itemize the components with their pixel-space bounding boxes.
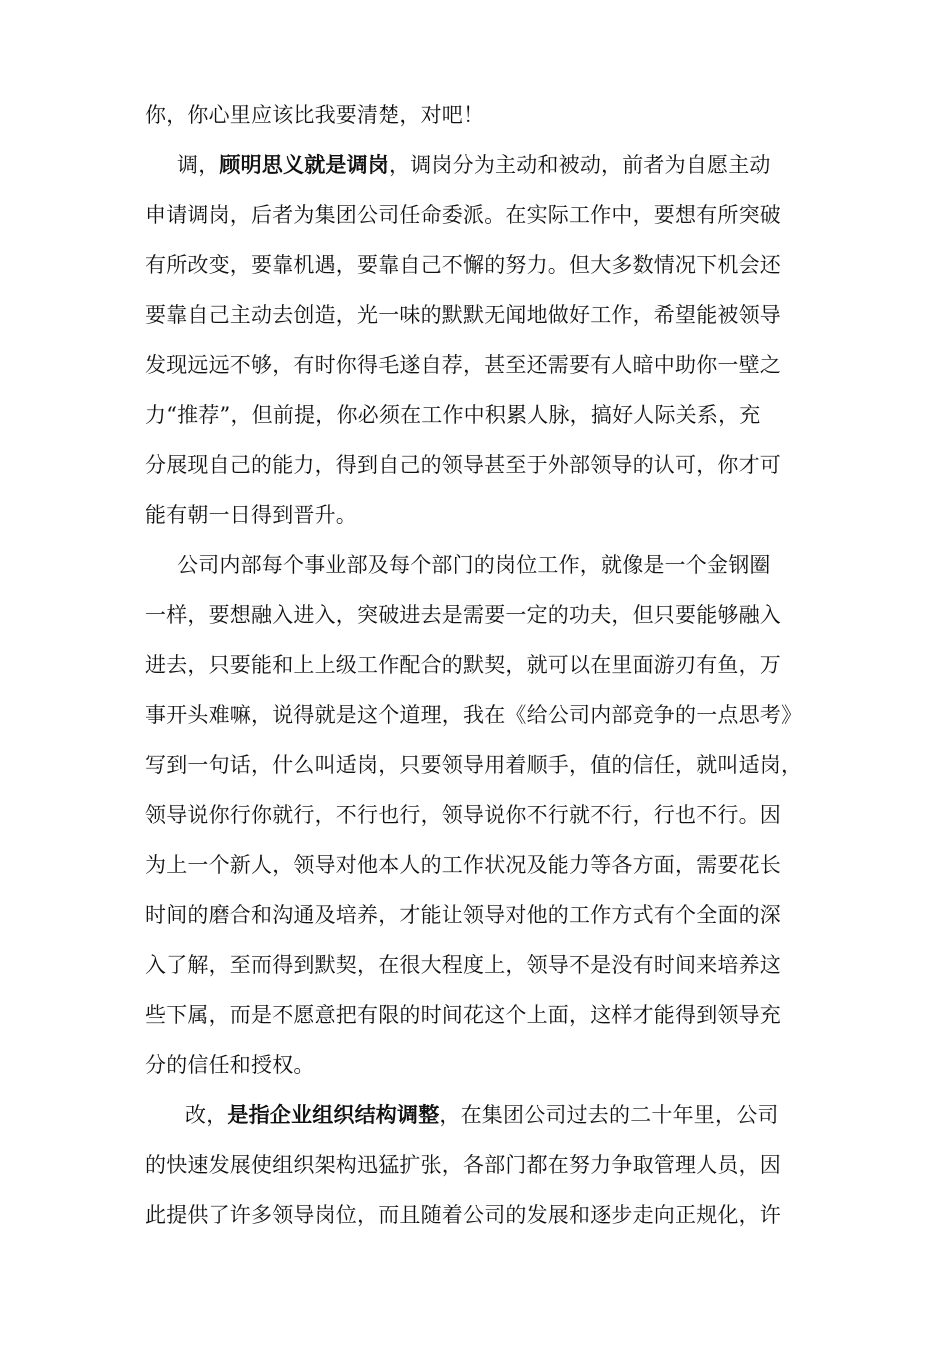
bold-phrase: 顾明思义就是调岗 (219, 152, 390, 177)
text-line: 些下属，而是不愿意把有限的时间花这个上面，这样才能得到领导充 (145, 1003, 781, 1027)
paragraph-first-line (145, 1090, 810, 1140)
paragraph-gai (145, 1090, 810, 1240)
paragraph-continuation (145, 90, 810, 140)
paragraph-tiao (145, 140, 810, 540)
text-line: 能有朝一日得到晋升。 (145, 503, 357, 527)
text-line: 进去，只要能和上上级工作配合的默契，就可以在里面游刃有鱼，万 (145, 653, 781, 677)
text-line: 发现远远不够，有时你得毛遂自荐，甚至还需要有人暗中助你一壁之 (145, 353, 781, 377)
first-line-rest: ，在集团公司过去的二十年里，公司 (439, 1103, 779, 1127)
text-line: 领导说你行你就行，不行也行，领导说你不行就不行，行也不行。因 (145, 803, 781, 827)
text-line: 要靠自己主动去创造，光一味的默默无闻地做好工作，希望能被领导 (145, 303, 781, 327)
text-line: 为上一个新人，领导对他本人的工作状况及能力等各方面，需要花长 (145, 853, 781, 877)
first-line-rest: ，调岗分为主动和被动，前者为自愿主动 (389, 153, 771, 177)
paragraph-lead: 改， (185, 1103, 228, 1127)
text-line: 此提供了许多领导岗位，而且随着公司的发展和逐步走向正规化，许 (145, 1203, 781, 1227)
paragraph-company (145, 540, 810, 1090)
text-line: 你，你心里应该比我要清楚，对吧！ (145, 103, 485, 127)
text-line: 申请调岗，后者为集团公司任命委派。在实际工作中，要想有所突破 (145, 203, 781, 227)
text-line: 事开头难嘛，说得就是这个道理，我在《给公司内部竞争的一点思考》 (145, 703, 803, 727)
bold-phrase: 是指企业组织结构调整 (227, 1102, 440, 1127)
text-line: 入了解，至而得到默契，在很大程度上，领导不是没有时间来培养这 (145, 953, 781, 977)
paragraph-first-line (145, 140, 810, 190)
text-line: 有所改变，要靠机遇，要靠自己不懈的努力。但大多数情况下机会还 (145, 253, 781, 277)
paragraph-first-line: 公司内部每个事业部及每个部门的岗位工作，就像是一个金钢圈 (177, 553, 771, 577)
text-line: 力“推荐”，但前提，你必须在工作中积累人脉，搞好人际关系，充 (145, 403, 761, 427)
text-line: 的快速发展使组织架构迅猛扩张，各部门都在努力争取管理人员，因 (145, 1153, 781, 1177)
text-line: 一样，要想融入进入，突破进去是需要一定的功夫，但只要能够融入 (145, 603, 781, 627)
text-line: 写到一句话，什么叫适岗，只要领导用着顺手，值的信任，就叫适岗， (145, 753, 803, 777)
text-line: 分展现自己的能力，得到自己的领导甚至于外部领导的认可，你才可 (145, 453, 781, 477)
paragraph-lead: 调， (177, 153, 220, 177)
text-line: 时间的磨合和沟通及培养，才能让领导对他的工作方式有个全面的深 (145, 903, 781, 927)
text-line: 分的信任和授权。 (145, 1053, 315, 1077)
